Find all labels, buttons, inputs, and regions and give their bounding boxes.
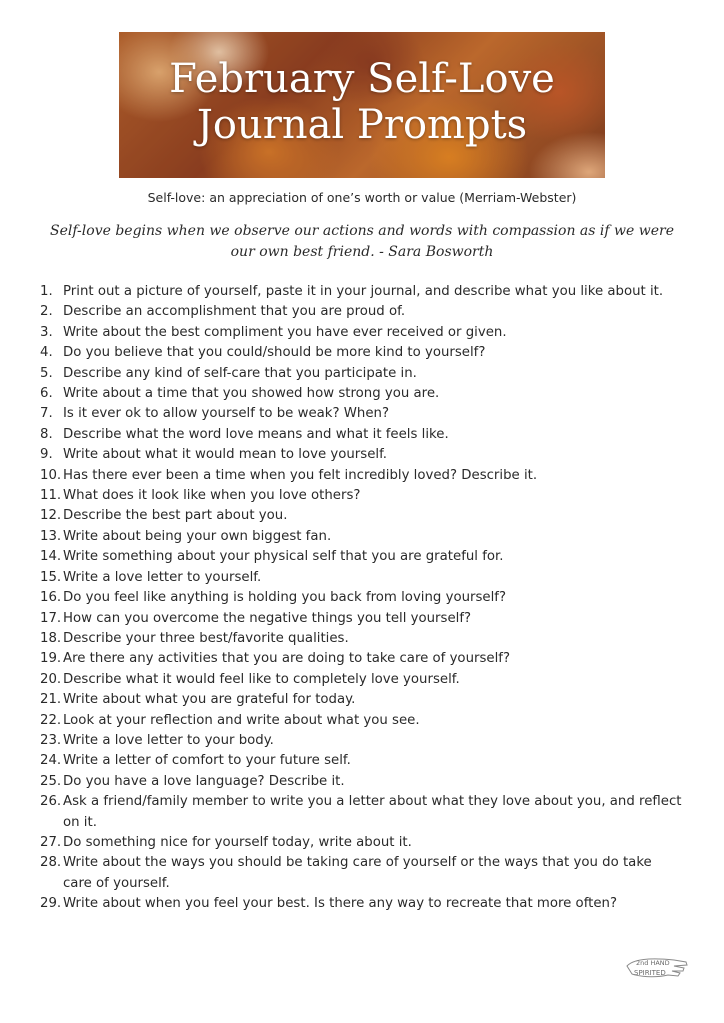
prompt-number: 6.	[40, 386, 53, 402]
prompt-number: 14.	[40, 549, 62, 565]
prompt-item	[40, 466, 684, 486]
prompt-item	[40, 670, 684, 690]
brand-logo	[624, 950, 690, 982]
prompt-item	[40, 772, 684, 792]
prompt-item	[40, 629, 684, 649]
prompt-number: 20.	[40, 671, 62, 687]
prompt-item	[40, 690, 684, 710]
prompt-number: 22.	[40, 712, 62, 728]
prompt-item	[40, 853, 684, 894]
prompt-item	[40, 711, 684, 731]
prompt-number: 11.	[40, 488, 62, 504]
prompt-number: 5.	[40, 365, 53, 381]
prompt-number: 15.	[40, 569, 62, 585]
prompt-item	[40, 751, 684, 771]
prompt-number: 28.	[40, 855, 62, 871]
prompt-number: 12.	[40, 508, 62, 524]
prompt-item	[40, 343, 684, 363]
prompt-number: 19.	[40, 651, 62, 667]
prompt-number: 3.	[40, 324, 53, 340]
prompt-text: Do you believe that you could/should be more kind to yourself?	[63, 345, 486, 361]
prompt-text: Ask a friend/family member to write you a letter about what they love about you, and reflect on it.	[63, 794, 682, 830]
prompt-text: Describe an accomplishment that you are proud of.	[63, 304, 406, 320]
logo-line-1: 2nd HAND	[636, 959, 670, 967]
prompt-number: 7.	[40, 406, 53, 422]
page-title	[119, 56, 605, 148]
prompt-number: 10.	[40, 467, 62, 483]
prompt-text: Has there ever been a time when you felt incredibly loved? Describe it.	[63, 467, 538, 483]
prompt-item	[40, 384, 684, 404]
prompt-text: Do something nice for yourself today, write about it.	[63, 834, 412, 850]
prompt-text: Describe what it would feel like to completely love yourself.	[63, 671, 460, 687]
prompt-item	[40, 731, 684, 751]
prompt-number: 21.	[40, 692, 62, 708]
prompt-item	[40, 588, 684, 608]
prompt-item	[40, 302, 684, 322]
prompt-text: Write about being your own biggest fan.	[63, 528, 332, 544]
header-banner	[119, 32, 605, 178]
prompt-list	[40, 282, 684, 915]
prompt-text: Describe your three best/favorite qualities.	[63, 630, 349, 646]
prompt-number: 17.	[40, 610, 62, 626]
prompt-number: 9.	[40, 447, 53, 463]
prompt-text: Write a love letter to yourself.	[63, 569, 262, 585]
prompt-number: 16.	[40, 590, 62, 606]
prompt-text: Do you feel like anything is holding you back from loving yourself?	[63, 590, 507, 606]
prompt-item	[40, 568, 684, 588]
prompt-number: 24.	[40, 753, 62, 769]
prompt-number: 1.	[40, 284, 53, 299]
prompt-text: Write a love letter to your body.	[63, 732, 274, 748]
prompt-text: Write about the best compliment you have ever received or given.	[63, 324, 507, 340]
prompt-text: Write about what you are grateful for today.	[63, 692, 356, 708]
prompt-item	[40, 547, 684, 567]
prompt-text: Look at your reflection and write about what you see.	[63, 712, 420, 728]
prompt-item	[40, 364, 684, 384]
prompt-number: 8.	[40, 426, 53, 442]
prompt-text: Write about what it would mean to love yourself.	[63, 447, 388, 463]
prompt-text: Write about when you feel your best. Is there any way to recreate that more often?	[63, 896, 618, 912]
prompt-item	[40, 506, 684, 526]
prompt-number: 26.	[40, 794, 62, 810]
prompt-item	[40, 404, 684, 424]
prompt-item	[40, 445, 684, 465]
prompt-text: Describe the best part about you.	[63, 508, 288, 524]
prompt-item	[40, 833, 684, 853]
prompt-text: Write a letter of comfort to your future self.	[63, 753, 351, 769]
prompt-number: 2.	[40, 304, 53, 320]
prompt-text: Print out a picture of yourself, paste it in your journal, and describe what you like about it.	[63, 284, 664, 299]
definition-text: Self-love: an appreciation of one’s worth or value (Merriam-Webster)	[147, 190, 577, 205]
prompt-number: 27.	[40, 834, 62, 850]
prompt-item	[40, 649, 684, 669]
prompt-text: Do you have a love language? Describe it.	[63, 773, 345, 789]
prompt-number: 23.	[40, 732, 62, 748]
prompt-item	[40, 527, 684, 547]
prompt-text: Are there any activities that you are doing to take care of yourself?	[63, 651, 511, 667]
prompt-text: How can you overcome the negative things you tell yourself?	[63, 610, 472, 626]
prompt-item	[40, 609, 684, 629]
quote-text: Self-love begins when we observe our actions and words with compassion as if we were our own best friend. - Sara Bosworth	[50, 223, 674, 260]
prompt-item	[40, 282, 684, 302]
prompt-text: Describe any kind of self-care that you participate in.	[63, 365, 417, 381]
prompt-item	[40, 894, 684, 914]
prompt-item	[40, 792, 684, 833]
title-line-1: February Self-Love	[169, 56, 555, 102]
prompt-text: Write something about your physical self that you are grateful for.	[63, 549, 504, 565]
prompt-number: 18.	[40, 630, 62, 646]
prompt-text: Write about the ways you should be taking care of yourself or the ways that you do take care of yourself.	[63, 855, 652, 891]
prompt-number: 4.	[40, 345, 53, 361]
prompt-item	[40, 425, 684, 445]
prompt-text: Is it ever ok to allow yourself to be weak? When?	[63, 406, 390, 422]
logo-line-2: SPIRITED	[634, 969, 666, 977]
prompt-item	[40, 486, 684, 506]
prompt-text: Write about a time that you showed how strong you are.	[63, 386, 440, 402]
prompt-text: What does it look like when you love others?	[63, 488, 361, 504]
prompt-item	[40, 323, 684, 343]
prompt-number: 29.	[40, 896, 62, 912]
prompt-number: 13.	[40, 528, 62, 544]
prompt-text: Describe what the word love means and what it feels like.	[63, 426, 449, 442]
prompt-number: 25.	[40, 773, 62, 789]
title-line-2: Journal Prompts	[196, 102, 528, 148]
